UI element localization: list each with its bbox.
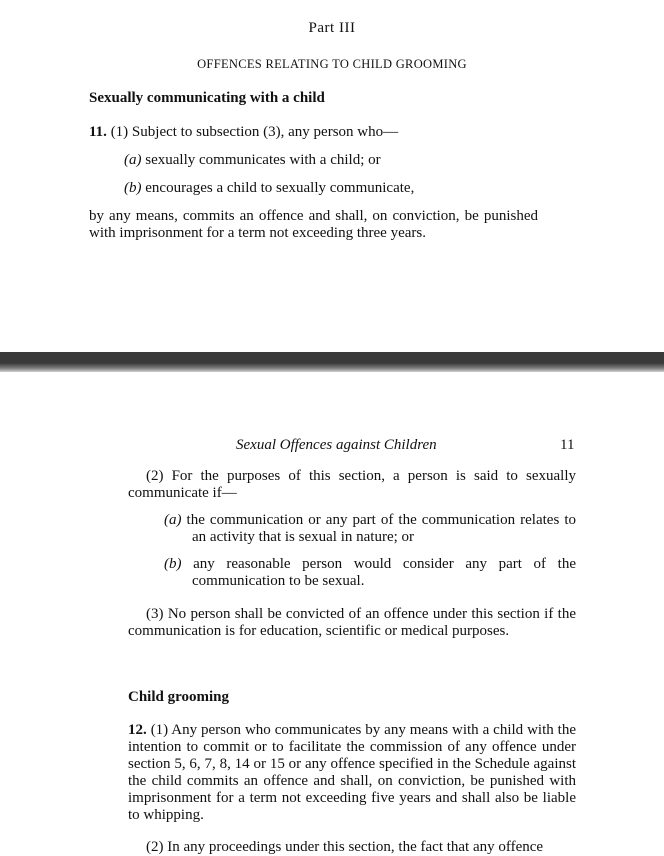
section-11-item-a [124, 152, 544, 169]
page-separator [0, 352, 664, 372]
running-title: Sexual Offences against Children [236, 437, 437, 453]
section-12-subsection-1-text: (1) Any person who communicates by any means with a child with the intention to commit or to facilitate the commission of any offence under section 5, 6, 7, 8, 14 or 15 or any offence specified in the Schedule against the child commits an offence and shall, on conviction, be punished with imprisonment for a term not exceeding five years and shall also be liable to whipping. [128, 722, 577, 823]
section-11-closing: by any means, commits an offence and shall, on conviction, be punished with imprisonment for a term not exceeding three years. [89, 208, 538, 241]
page-top [0, 0, 664, 352]
section-11-2-item-a [164, 512, 576, 546]
item-text: encourages a child to sexually communicate, [145, 180, 415, 196]
item-label: (b) [124, 180, 142, 196]
section-11-subsection-1 [89, 124, 549, 141]
section-12-subsection-1 [128, 722, 576, 824]
section-11-2-item-b [164, 556, 576, 590]
item-text: sexually communicates with a child; or [145, 152, 381, 168]
item-label: (a) [164, 512, 182, 528]
section-11-item-b [124, 180, 544, 197]
section-12-number: 12. [128, 722, 147, 738]
page-number: 11 [560, 437, 575, 453]
section-12-heading: Child grooming [128, 689, 229, 705]
part-title: Part III [308, 20, 356, 36]
section-11-subsection-3: (3) No person shall be convicted of an offence under this section if the communication is for education, scientific or medical purposes. [128, 606, 576, 639]
item-text: the communication or any part of the communication relates to an activity that is sexual in nature; or [186, 512, 576, 545]
item-label: (b) [164, 556, 182, 572]
section-11-subsection-2: (2) For the purposes of this section, a person is said to sexually communicate if— [128, 468, 576, 501]
item-text: any reasonable person would consider any part of the communication to be sexual. [192, 556, 576, 589]
part-heading: OFFENCES RELATING TO CHILD GROOMING [197, 57, 467, 71]
item-label: (a) [124, 152, 142, 168]
section-11-number: 11. [89, 124, 107, 140]
section-11-subsection-1-text: (1) Subject to subsection (3), any person who— [110, 124, 399, 140]
section-11-heading: Sexually communicating with a child [89, 90, 325, 106]
section-12-subsection-2: (2) In any proceedings under this section, the fact that any offence [146, 839, 544, 855]
